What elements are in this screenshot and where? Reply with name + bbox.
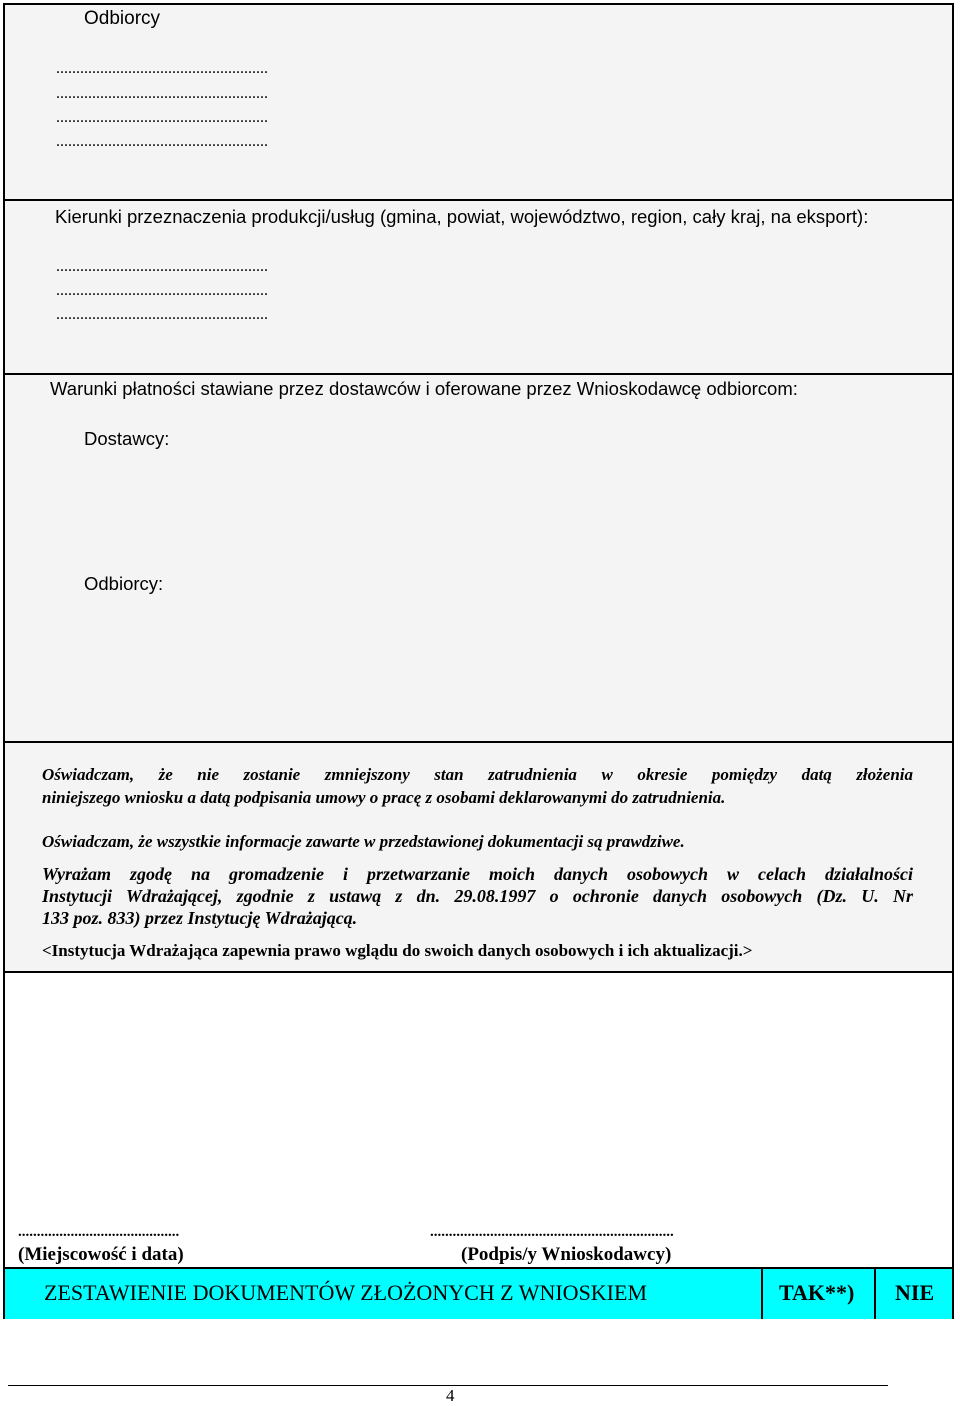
page-number: 4 <box>446 1386 455 1405</box>
suppliers-label: Dostawcy: <box>84 428 170 449</box>
place-date-dots[interactable]: ........................................... <box>18 1224 180 1240</box>
summary-cell-divider <box>761 1268 763 1319</box>
directions-dots-2[interactable]: ..................................................... <box>56 282 268 299</box>
directions-dots-1[interactable]: ..................................................... <box>56 258 268 275</box>
recipients-payment-label: Odbiorcy: <box>84 573 164 594</box>
summary-yes-column: TAK**) <box>779 1280 855 1305</box>
signature-label: (Podpis/y Wnioskodawcy) <box>461 1244 672 1265</box>
declaration-employment-line1: Oświadczam, że nie zostanie zmniejszony stan zatrudnienia w okresie pomiędzy datą złożenia <box>42 765 913 784</box>
consent-line3: 133 poz. 833) przez Instytucję Wdrażającą. <box>42 908 358 928</box>
access-rights-note: <Instytucja Wdrażająca zapewnia prawo wglądu do swoich danych osobowych i ich aktualizacji.> <box>42 941 753 960</box>
recipients-dots-1[interactable]: ..................................................... <box>56 60 268 77</box>
declaration-employment-line2: niniejszego wniosku a datą podpisania umowy o pracę z osobami deklarowanymi do zatrudnienia. <box>42 788 726 807</box>
recipients-dots-3[interactable]: ..................................................... <box>56 109 268 126</box>
recipients-dots-4[interactable]: ..................................................... <box>56 133 268 150</box>
declaration-truthfulness: Oświadczam, że wszystkie informacje zawarte w przedstawionej dokumentacji są prawdziwe. <box>42 832 685 851</box>
payment-terms-label: Warunki płatności stawiane przez dostawców i oferowane przez Wnioskodawcę odbiorcom: <box>50 378 798 399</box>
consent-line2: Instytucji Wdrażającej, zgodnie z ustawą z dn. 29.08.1997 o ochronie danych osobowych (Dz. U. Nr <box>42 886 913 906</box>
summary-no-column: NIE <box>895 1280 935 1305</box>
signature-dots[interactable]: ................................................................. <box>430 1224 674 1240</box>
directions-label: Kierunki przeznaczenia produkcji/usług (gmina, powiat, województwo, region, cały kraj, na eksport): <box>55 206 869 227</box>
recipients-title: Odbiorcy <box>84 8 161 29</box>
consent-line1: Wyrażam zgodę na gromadzenie i przetwarzanie moich danych osobowych w celach działalności <box>42 864 913 884</box>
directions-dots-3[interactable]: ..................................................... <box>56 306 268 323</box>
place-date-label: (Miejscowość i data) <box>18 1244 184 1265</box>
summary-cell-divider <box>874 1268 876 1319</box>
documents-summary-title: ZESTAWIENIE DOKUMENTÓW ZŁOŻONYCH Z WNIOSKIEM <box>44 1280 648 1305</box>
recipients-dots-2[interactable]: ..................................................... <box>56 85 268 102</box>
divider <box>5 971 952 973</box>
